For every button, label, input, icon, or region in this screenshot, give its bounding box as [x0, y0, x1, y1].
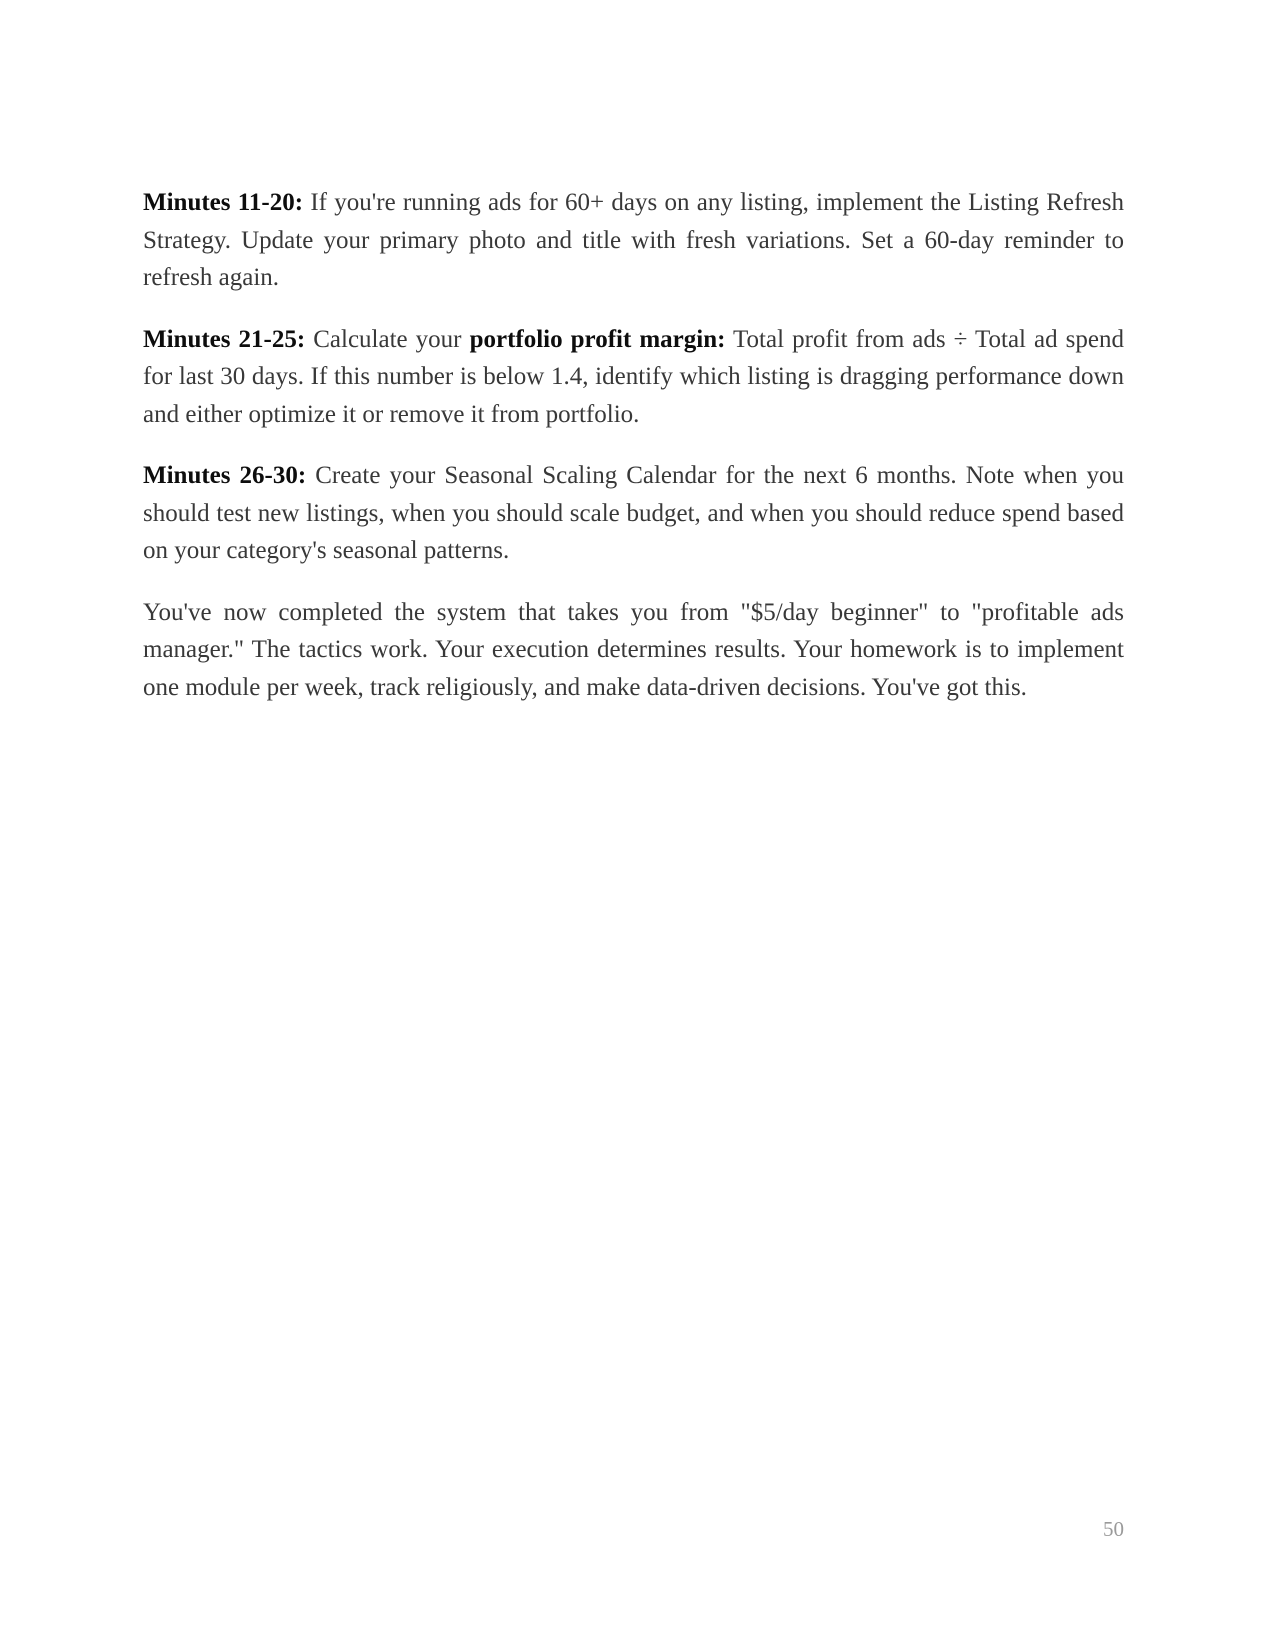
- paragraph-closing: [143, 594, 1124, 707]
- paragraph-text-segment: If you're running ads for 60+ days on any listing, implement the Listing Refresh Strategy. Update your primary photo and title with fresh variations. Set a 60-day reminder to refresh again.: [143, 189, 1124, 291]
- paragraph-text-segment: Create your Seasonal Scaling Calendar for the next 6 months. Note when you should test new listings, when you should scale budget, and when you should reduce spend based on your category's seasonal patterns.: [143, 462, 1124, 564]
- paragraph-bold-inline: portfolio profit margin:: [469, 325, 726, 353]
- paragraph-bold-lead: Minutes 21-25:: [143, 325, 306, 353]
- paragraph-bold-lead: Minutes 26-30:: [143, 462, 307, 489]
- page-number: 50: [1103, 1517, 1124, 1541]
- paragraph-minutes-26-30: [143, 457, 1124, 570]
- document-body: [143, 184, 1124, 730]
- paragraph-minutes-11-20: [143, 184, 1124, 297]
- paragraph-text-segment: You've now completed the system that takes you from "$5/day beginner" to "profitable ads manager." The tactics work. Your execution determines results. Your homework is to implement one module per week, track religiously, and make data-driven decisions. You've got this.: [143, 598, 1124, 701]
- paragraph-text-segment: Total profit from ads ÷ Total ad spend for last 30 days. If this number is below 1.4, identify which listing is dragging performance down and either optimize it or remove it from portfolio.: [143, 325, 1124, 428]
- paragraph-minutes-21-25: [143, 321, 1124, 434]
- paragraph-text-segment: Calculate your: [305, 325, 470, 353]
- paragraph-bold-lead: Minutes 11-20:: [143, 189, 304, 216]
